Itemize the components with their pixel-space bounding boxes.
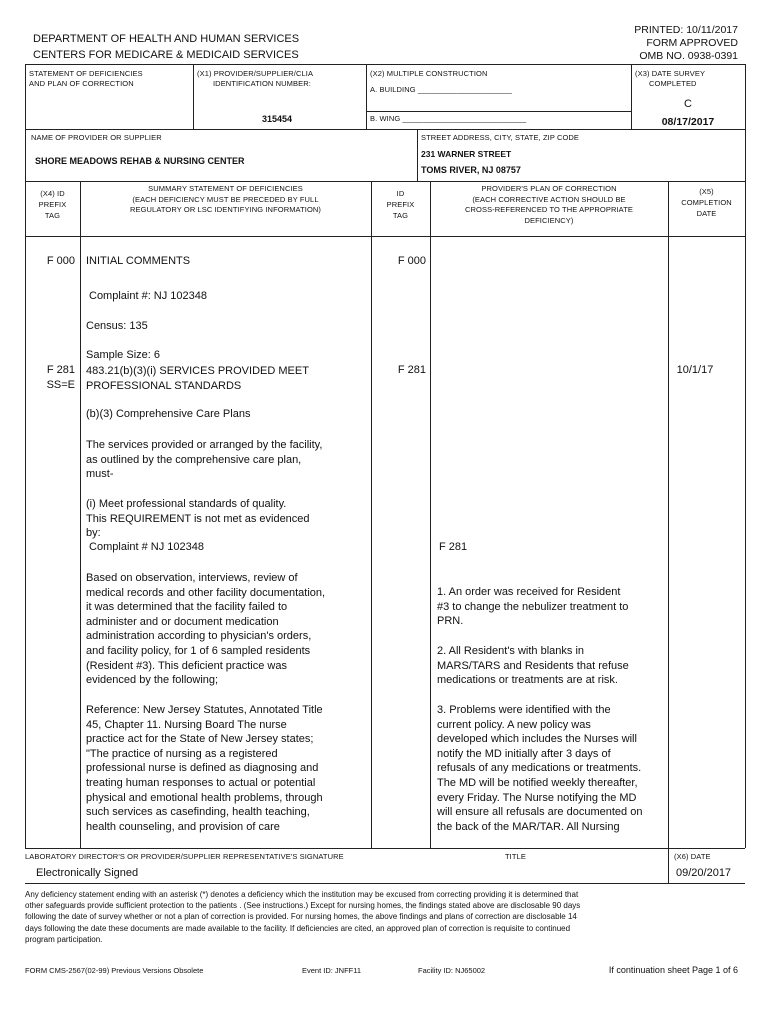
frame-left: [25, 64, 26, 848]
rule-id-block: [25, 129, 745, 130]
services-paragraph: The services provided or arranged by the facility, as outlined by the comprehensive care plan, must-: [86, 439, 323, 481]
agency-title: CENTERS FOR MEDICARE & MEDICAID SERVICES: [33, 49, 299, 61]
signature-label: LABORATORY DIRECTOR'S OR PROVIDER/SUPPLIER REPRESENTATIVE'S SIGNATURE: [25, 852, 344, 861]
complaint-reference: Complaint # NJ 102348: [86, 541, 205, 553]
scope-severity: SS=E: [46, 379, 75, 391]
divider-col-plan: [668, 181, 669, 848]
survey-date: 08/17/2017: [661, 116, 715, 128]
event-id: Event ID: JNFF11: [302, 966, 362, 975]
signature-date: 09/20/2017: [676, 867, 732, 879]
census: Census: 135: [86, 320, 148, 332]
completion-date: 10/1/17: [676, 364, 714, 376]
x1-label-2: IDENTIFICATION NUMBER:: [213, 79, 311, 88]
signature-value: Electronically Signed: [36, 867, 139, 879]
rule-building: [366, 111, 631, 112]
facility-id: Facility ID: NJ65002: [418, 966, 486, 975]
rule-signature-bottom: [25, 883, 745, 884]
printed-date: PRINTED: 10/11/2017: [634, 24, 738, 36]
id-header: ID PREFIX TAG: [386, 189, 415, 220]
id-tag-f000: F 000: [397, 255, 426, 267]
x3-label-2: COMPLETED: [649, 79, 697, 88]
rule-column-headers: [25, 236, 745, 237]
divider-x2: [366, 64, 367, 129]
frame-right: [745, 64, 746, 848]
x3-label-1: (X3) DATE SURVEY: [635, 69, 706, 78]
divider-col-id: [430, 181, 431, 848]
department-title: DEPARTMENT OF HEALTH AND HUMAN SERVICES: [33, 33, 300, 45]
provider-name: SHORE MEADOWS REHAB & NURSING CENTER: [35, 156, 245, 166]
x1-label-1: (X1) PROVIDER/SUPPLIER/CLIA: [197, 69, 314, 78]
plan-tag: F 281: [439, 541, 468, 553]
street-address: 231 WARNER STREET: [421, 149, 512, 159]
provider-number: 315454: [262, 114, 293, 124]
provider-name-label: NAME OF PROVIDER OR SUPPLIER: [31, 133, 162, 142]
x6-date-label: (X6) DATE: [674, 852, 711, 861]
divider-col-x4: [80, 181, 81, 848]
statement-label-1: STATEMENT OF DEFICIENCIES: [29, 69, 143, 78]
divider-col-summary: [371, 181, 372, 848]
address-label: STREET ADDRESS, CITY, STATE, ZIP CODE: [421, 133, 580, 142]
plan-item-1: 1. An order was received for Resident #3 to change the nebulizer treatment to PRN.: [437, 586, 629, 628]
x4-header: (X4) ID PREFIX TAG: [38, 189, 67, 220]
findings-paragraph: Based on observation, interviews, review of medical records and other facility documentation, it was determined that the facility failed to administer and or document medication administration according to physician's orders, and facility policy, for 1 of 6 sampled residents (Resident #3). This deficient practice was evidenced by the following;: [86, 572, 326, 687]
care-plans-heading: (b)(3) Comprehensive Care Plans: [86, 408, 251, 420]
complaint-number: Complaint #: NJ 102348: [89, 290, 208, 302]
id-tag-f281: F 281: [397, 364, 426, 376]
x5-header: (X5) COMPLETION DATE: [681, 187, 732, 218]
title-label: TITLE: [505, 852, 526, 861]
rule-top: [25, 64, 745, 65]
form-number: FORM CMS-2567(02-99) Previous Versions Obsolete: [25, 966, 204, 975]
divider-address: [417, 129, 418, 181]
rule-body-bottom: [25, 848, 745, 849]
building-label: A. BUILDING ______________________: [370, 85, 512, 94]
wing-label: B. WING _____________________________: [370, 114, 527, 123]
summary-header: SUMMARY STATEMENT OF DEFICIENCIES (EACH DEFICIENCY MUST BE PRECEDED BY FULL REGULATORY OR LSC IDENTIFYING INFORMATION): [129, 184, 322, 214]
survey-code: C: [684, 98, 692, 110]
plan-item-2: 2. All Resident's with blanks in MARS/TARS and Residents that refuse medications or treatments are at risk.: [437, 645, 629, 687]
plan-item-3: 3. Problems were identified with the current policy. A new policy was developed which includes the Nurses will notify the MD initially after 3 days of refusals of any medications or treatments. The MD will be notified weekly thereafter, every Friday. The Nurse notifying the MD will ensure all refusals are documented on the back of the MAR/TAR. All Nursing: [437, 704, 643, 833]
divider-x1: [193, 64, 194, 129]
f281-title: 483.21(b)(3)(i) SERVICES PROVIDED MEET PROFESSIONAL STANDARDS: [86, 365, 309, 392]
tag-f000: F 000: [46, 255, 75, 267]
x2-label: (X2) MULTIPLE CONSTRUCTION: [370, 69, 488, 78]
form-approved-label: FORM APPROVED: [646, 37, 738, 49]
divider-date: [668, 848, 669, 883]
omb-number: OMB NO. 0938-0391: [639, 50, 738, 62]
rule-provider: [25, 181, 745, 182]
requirement-paragraph: (i) Meet professional standards of quality. This REQUIREMENT is not met as evidenced by:: [86, 498, 310, 540]
tag-f281: F 281: [46, 364, 75, 376]
reference-paragraph: Reference: New Jersey Statutes, Annotated Title 45, Chapter 11. Nursing Board The nurse practice act for the State of New Jersey states; "The practice of nursing as a registered professional nurse is defined as diagnosing and treating human responses to actual or potential physical and emotional health problems, through such services as casefinding, health teaching, health counseling, and provision of care: [86, 704, 323, 833]
initial-comments-title: INITIAL COMMENTS: [86, 255, 191, 267]
page-indicator: If continuation sheet Page 1 of 6: [608, 965, 738, 975]
city-state-zip: TOMS RIVER, NJ 08757: [421, 165, 521, 175]
statement-label-2: AND PLAN OF CORRECTION: [29, 79, 134, 88]
sample-size: Sample Size: 6: [86, 349, 160, 361]
plan-header: PROVIDER'S PLAN OF CORRECTION (EACH CORRECTIVE ACTION SHOULD BE CROSS-REFERENCED TO THE APPROPRIATE DEFICIENCY): [465, 184, 633, 225]
disclaimer: Any deficiency statement ending with an asterisk (*) denotes a deficiency which the institution may be excused from correcting providing it is determined that other safeguards provide sufficient protection to the patients . (See instructions.) Except for nursing homes, the findings stated above are disclosable 90 days following the date of survey whether or not a plan of correction is provided. For nursing homes, the above findings and plans of correction are disclosable 14 days following the date these documents are made available to the facility. If deficiencies are cited, an approved plan of correction is requisite to continued program participation.: [25, 890, 581, 944]
